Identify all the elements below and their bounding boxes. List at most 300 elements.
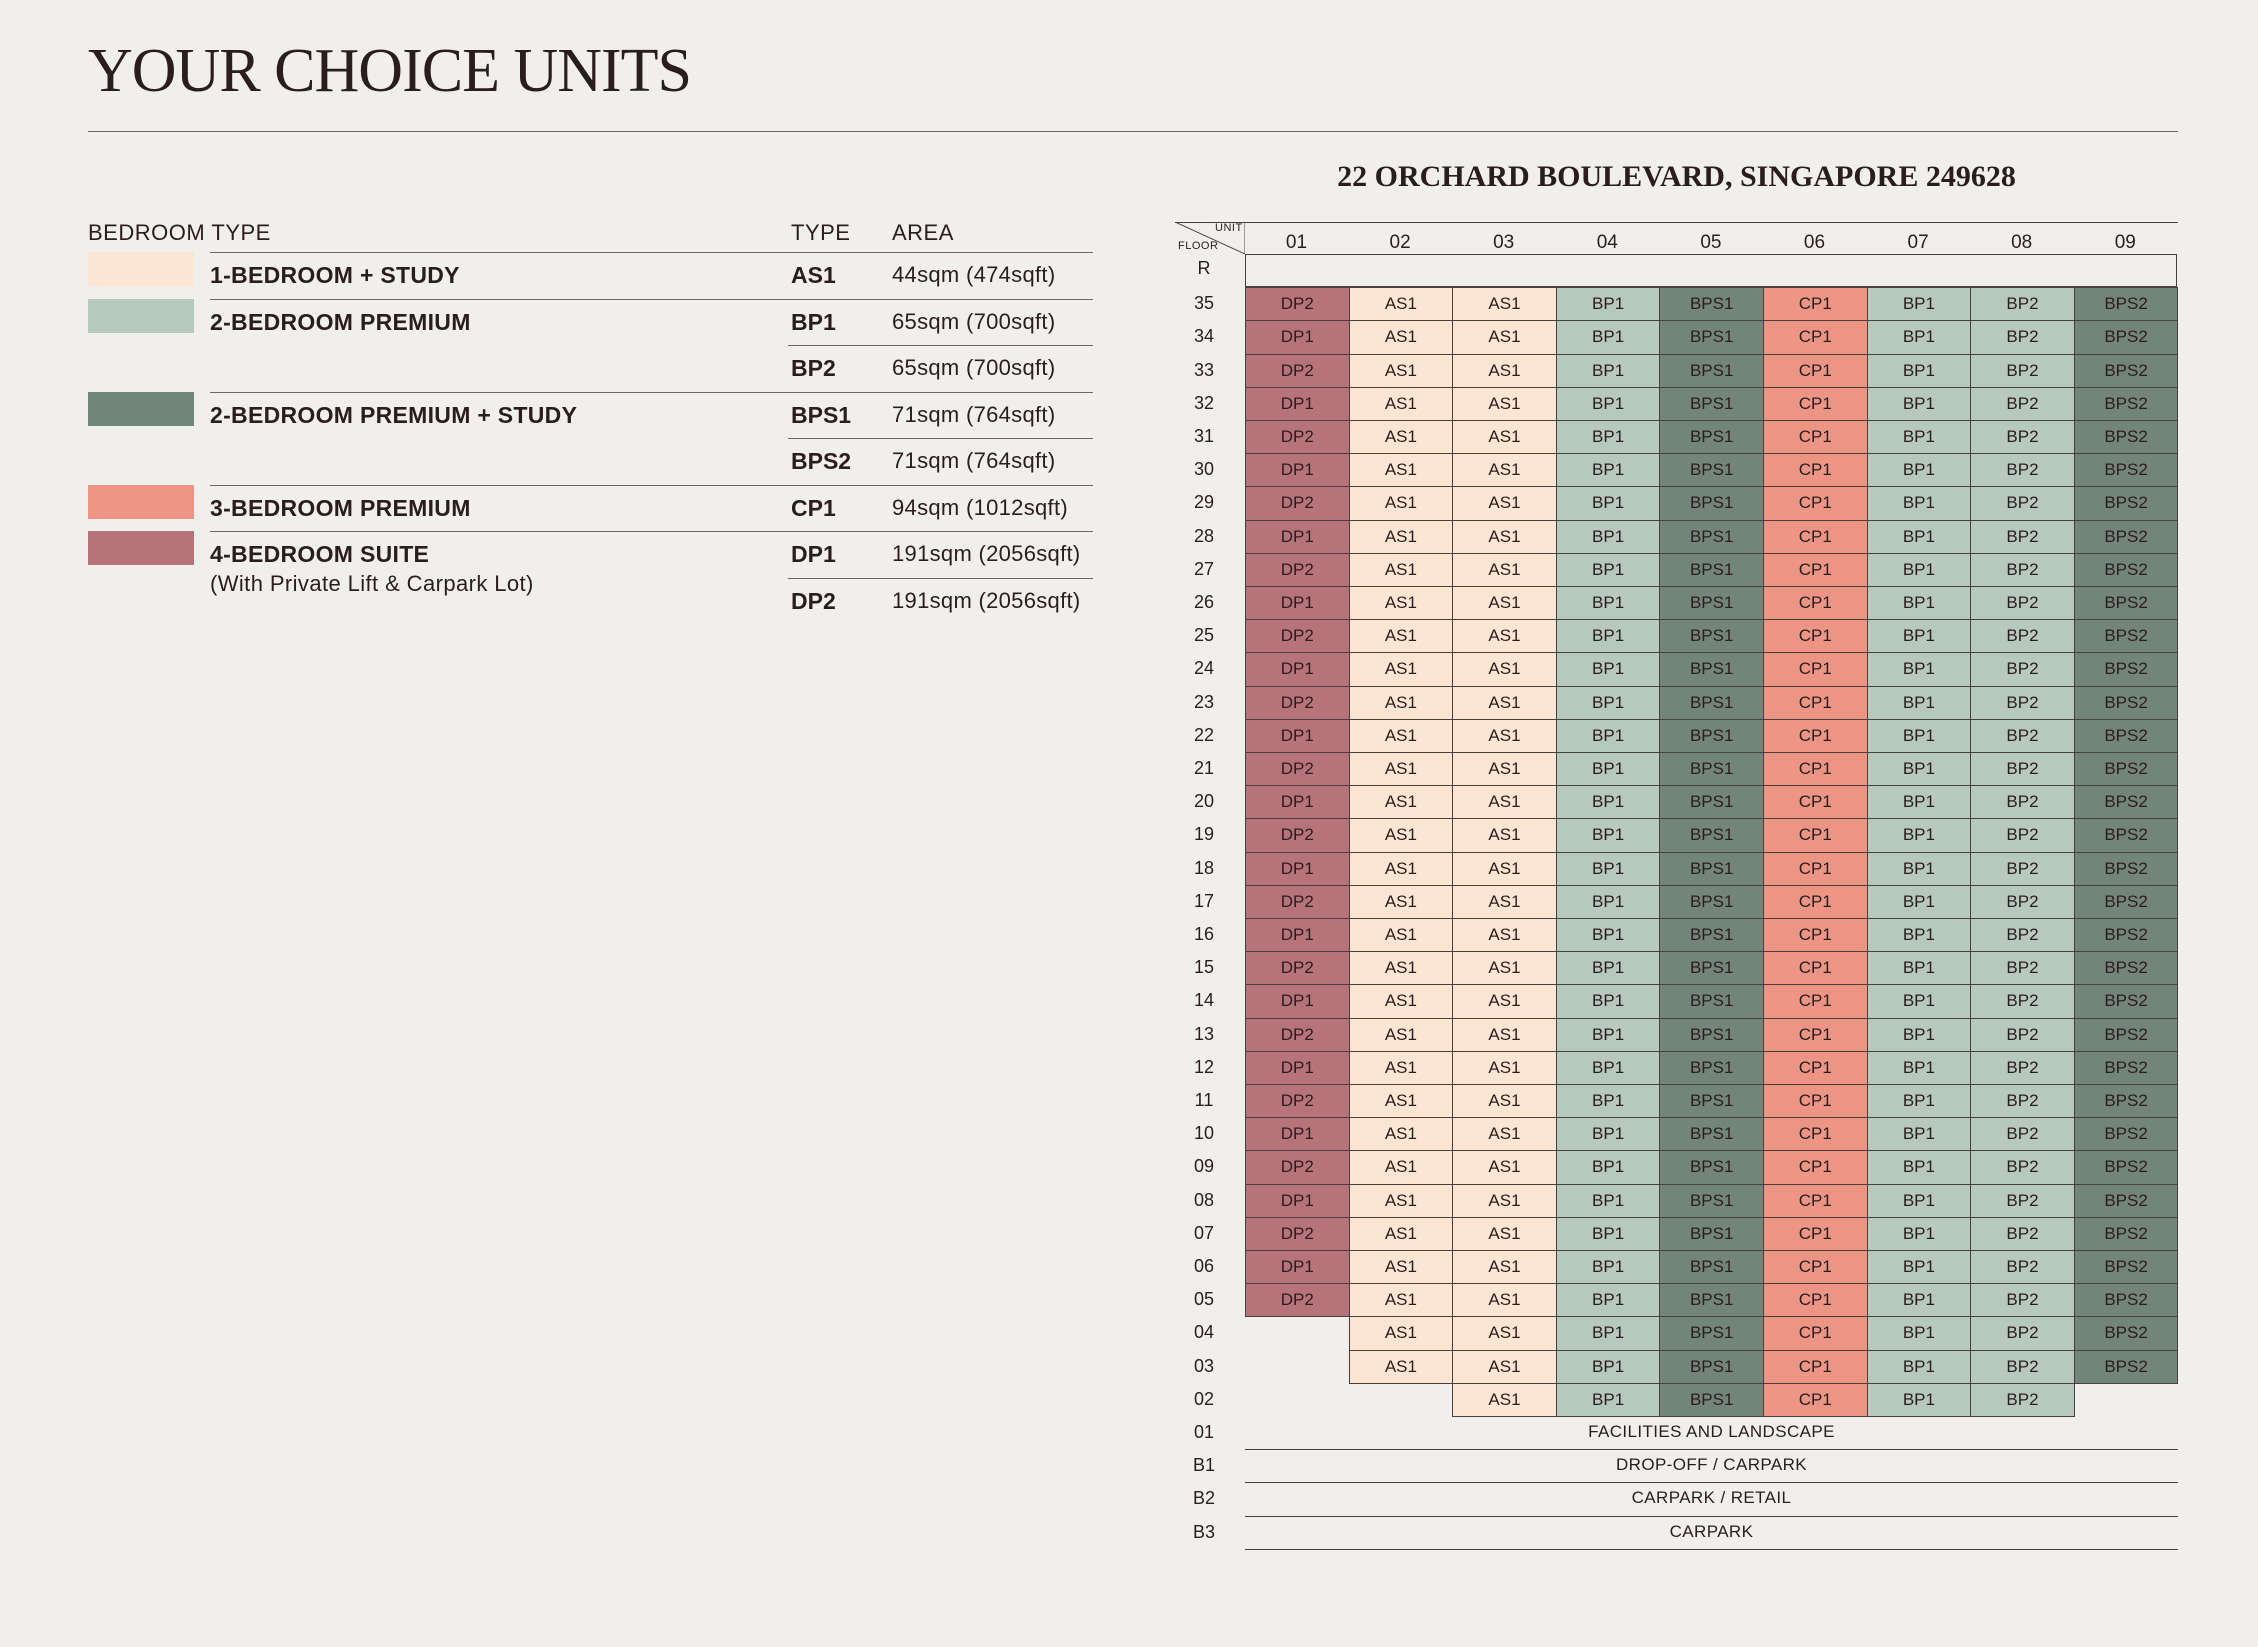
unit-cell: AS1 (1452, 354, 1557, 388)
unit-cell: CP1 (1763, 1250, 1868, 1284)
unit-cell: BP1 (1867, 1117, 1972, 1151)
unit-cell: BPS1 (1659, 586, 1764, 620)
unit-cell: AS1 (1452, 1150, 1557, 1184)
legend-bedroom-note: (With Private Lift & Carpark Lot) (210, 571, 534, 596)
unit-cell: AS1 (1349, 752, 1454, 786)
unit-cell: AS1 (1452, 951, 1557, 985)
unit-cell: BP2 (1970, 951, 2075, 985)
floor-label: 13 (1193, 1023, 1215, 1044)
floor-label: 19 (1193, 824, 1215, 845)
floor-label: B1 (1192, 1455, 1216, 1476)
unit-cell: BP2 (1970, 686, 2075, 720)
legend-type-code: BP1 (791, 308, 836, 335)
unit-cell: BPS1 (1659, 719, 1764, 753)
unit-cell: CP1 (1763, 520, 1868, 554)
floor-label: 02 (1193, 1388, 1215, 1409)
unit-cell: BP1 (1867, 387, 1972, 421)
unit-cell: BPS1 (1659, 387, 1764, 421)
unit-stacking-grid (1175, 222, 2178, 1552)
unit-cell: CP1 (1763, 1018, 1868, 1052)
legend-row-divider (210, 299, 1093, 300)
unit-cell: BP1 (1867, 918, 1972, 952)
unit-cell: AS1 (1349, 918, 1454, 952)
unit-cell: BP1 (1556, 1117, 1661, 1151)
unit-cell: BPS1 (1659, 785, 1764, 819)
legend-area-value: 191sqm (2056sqft) (892, 541, 1081, 566)
unit-cell: AS1 (1349, 719, 1454, 753)
unit-cell: BPS2 (2074, 1350, 2179, 1384)
unit-cell: BPS2 (2074, 320, 2179, 354)
unit-cell: DP2 (1245, 1018, 1350, 1052)
unit-column-header: 03 (1493, 232, 1515, 253)
unit-cell: BP1 (1556, 1350, 1661, 1384)
unit-cell: AS1 (1349, 1084, 1454, 1118)
unit-cell: BPS2 (2074, 453, 2179, 487)
unit-cell: BP2 (1970, 1250, 2075, 1284)
unit-cell: BPS2 (2074, 1283, 2179, 1317)
unit-cell: CP1 (1763, 486, 1868, 520)
floor-label: 30 (1193, 459, 1215, 480)
unit-cell: BP1 (1867, 586, 1972, 620)
floor-label: 33 (1193, 359, 1215, 380)
unit-cell: BP1 (1556, 420, 1661, 454)
floor-label: 11 (1194, 1090, 1214, 1110)
unit-cell: BP1 (1556, 752, 1661, 786)
legend-row-divider (210, 485, 1093, 486)
unit-cell: BP1 (1867, 1217, 1972, 1251)
unit-cell: AS1 (1349, 553, 1454, 587)
unit-cell: AS1 (1452, 852, 1557, 886)
unit-cell: BP1 (1556, 686, 1661, 720)
floor-label: 07 (1193, 1222, 1215, 1243)
floor-label: 16 (1193, 924, 1215, 944)
unit-cell: BP1 (1867, 818, 1972, 852)
lower-level-rule (1245, 1449, 2178, 1450)
unit-cell: BP2 (1970, 984, 2075, 1018)
legend-color-swatch (88, 392, 194, 426)
unit-cell: BP1 (1867, 553, 1972, 587)
unit-cell: CP1 (1763, 1350, 1868, 1384)
legend-bedroom-name: 2-BEDROOM PREMIUM (210, 308, 471, 335)
unit-cell: BP1 (1867, 984, 1972, 1018)
unit-cell: BP2 (1970, 1150, 2075, 1184)
legend-type-code: AS1 (791, 262, 836, 288)
unit-cell: BPS2 (2074, 686, 2179, 720)
unit-cell: BPS1 (1659, 951, 1764, 985)
unit-cell: AS1 (1349, 686, 1454, 720)
legend-area-value: 71sqm (764sqft) (892, 448, 1056, 473)
legend-row (88, 438, 1093, 485)
unit-cell: BP1 (1867, 354, 1972, 388)
unit-cell: BP2 (1970, 354, 2075, 388)
unit-cell: BPS2 (2074, 951, 2179, 985)
unit-cell: CP1 (1763, 686, 1868, 720)
legend-header-bedroom-type: BEDROOM TYPE (88, 220, 271, 245)
unit-cell: BP1 (1867, 320, 1972, 354)
unit-cell: BPS2 (2074, 1316, 2179, 1350)
legend-area-value: 71sqm (764sqft) (892, 401, 1056, 427)
unit-cell: BP1 (1556, 652, 1661, 686)
unit-cell: DP1 (1245, 453, 1350, 487)
unit-cell: CP1 (1763, 420, 1868, 454)
unit-cell: AS1 (1349, 1117, 1454, 1151)
unit-cell: CP1 (1763, 885, 1868, 919)
unit-cell: BP1 (1867, 520, 1972, 554)
unit-cell: CP1 (1763, 1383, 1868, 1417)
unit-cell: BP1 (1867, 486, 1972, 520)
unit-cell: BPS2 (2074, 354, 2179, 388)
unit-cell: BP1 (1556, 553, 1661, 587)
unit-cell: BP1 (1556, 719, 1661, 753)
unit-cell: AS1 (1452, 818, 1557, 852)
legend-type-code: BPS2 (791, 448, 852, 474)
legend-area-value: 44sqm (474sqft) (892, 262, 1056, 287)
unit-cell: BPS1 (1659, 818, 1764, 852)
roof-row (1245, 254, 2177, 287)
floor-label: 05 (1193, 1289, 1215, 1310)
grid-header-top-line (1175, 222, 2178, 223)
unit-cell: BP1 (1556, 1084, 1661, 1118)
unit-cell: BPS1 (1659, 686, 1764, 720)
unit-cell: BP2 (1970, 652, 2075, 686)
unit-cell: BP2 (1970, 287, 2075, 321)
unit-cell: DP2 (1245, 287, 1350, 321)
unit-cell: DP1 (1245, 1051, 1350, 1085)
unit-cell: BP2 (1970, 1316, 2075, 1350)
unit-cell: AS1 (1452, 1184, 1557, 1218)
unit-cell: AS1 (1452, 1051, 1557, 1085)
unit-cell: AS1 (1349, 453, 1454, 487)
unit-cell: DP2 (1245, 420, 1350, 454)
unit-cell: BPS2 (2074, 586, 2179, 620)
legend-bedroom-name: 2-BEDROOM PREMIUM + STUDY (210, 401, 578, 428)
unit-cell: AS1 (1349, 1316, 1454, 1350)
legend-type-code: CP1 (791, 494, 836, 521)
unit-cell: BP1 (1556, 1150, 1661, 1184)
unit-cell: BP1 (1867, 453, 1972, 487)
unit-cell: CP1 (1763, 1283, 1868, 1317)
unit-cell: BPS1 (1659, 852, 1764, 886)
unit-cell: BPS1 (1659, 1018, 1764, 1052)
unit-cell: AS1 (1349, 984, 1454, 1018)
unit-cell: BPS2 (2074, 553, 2179, 587)
unit-cell: BPS1 (1659, 320, 1764, 354)
unit-cell: BPS2 (2074, 852, 2179, 886)
unit-cell: BP1 (1867, 652, 1972, 686)
corner-floor-label: FLOOR (1178, 240, 1219, 252)
floor-label: 17 (1193, 890, 1215, 911)
unit-cell: AS1 (1452, 1316, 1557, 1350)
unit-column-header: 02 (1389, 232, 1411, 253)
floor-label: 29 (1193, 492, 1215, 513)
unit-cell: BPS1 (1659, 619, 1764, 653)
unit-cell: CP1 (1763, 1184, 1868, 1218)
unit-cell: BP2 (1970, 1117, 2075, 1151)
floor-label: 31 (1193, 426, 1215, 446)
unit-cell: BPS2 (2074, 785, 2179, 819)
legend-type-code: BPS1 (791, 401, 852, 428)
unit-cell: AS1 (1452, 420, 1557, 454)
unit-cell: BP1 (1867, 1018, 1972, 1052)
unit-cell: BP1 (1556, 818, 1661, 852)
unit-cell: BP1 (1867, 1184, 1972, 1218)
unit-cell: BP1 (1556, 951, 1661, 985)
legend-type-code: DP2 (791, 587, 836, 614)
unit-cell: BP2 (1970, 1383, 2075, 1417)
unit-cell: AS1 (1349, 387, 1454, 421)
unit-cell: CP1 (1763, 320, 1868, 354)
unit-column-header: 07 (1907, 232, 1929, 253)
unit-cell: BPS2 (2074, 1018, 2179, 1052)
unit-cell: AS1 (1452, 918, 1557, 952)
unit-cell: DP2 (1245, 1217, 1350, 1251)
unit-cell: BP1 (1556, 354, 1661, 388)
unit-cell: CP1 (1763, 984, 1868, 1018)
unit-cell: AS1 (1452, 586, 1557, 620)
unit-cell: BPS1 (1659, 553, 1764, 587)
legend-row (88, 345, 1093, 392)
unit-cell: DP2 (1245, 354, 1350, 388)
unit-cell: DP2 (1245, 1283, 1350, 1317)
unit-cell: CP1 (1763, 387, 1868, 421)
unit-cell: AS1 (1349, 885, 1454, 919)
unit-cell: DP1 (1245, 984, 1350, 1018)
unit-cell: BP1 (1867, 287, 1972, 321)
unit-cell: BP2 (1970, 619, 2075, 653)
unit-cell: BP1 (1556, 785, 1661, 819)
unit-cell: DP2 (1245, 752, 1350, 786)
unit-cell: BP1 (1867, 1350, 1972, 1384)
legend-bedroom-name: 3-BEDROOM PREMIUM (210, 494, 471, 521)
unit-cell: BPS1 (1659, 1051, 1764, 1085)
unit-cell: BPS1 (1659, 486, 1764, 520)
unit-cell: BP1 (1556, 586, 1661, 620)
unit-cell: BP2 (1970, 1350, 2075, 1384)
unit-cell: BPS1 (1659, 1084, 1764, 1118)
unit-cell: BPS1 (1659, 1217, 1764, 1251)
unit-cell: BPS2 (2074, 619, 2179, 653)
legend-row (88, 578, 1093, 625)
unit-cell: BP1 (1867, 852, 1972, 886)
unit-column-header: 08 (2011, 232, 2033, 253)
unit-cell: AS1 (1349, 1150, 1454, 1184)
unit-cell: BP1 (1556, 1184, 1661, 1218)
unit-cell: BP1 (1867, 1316, 1972, 1350)
unit-cell: BP2 (1970, 586, 2075, 620)
unit-cell: BP2 (1970, 785, 2075, 819)
unit-cell: AS1 (1452, 553, 1557, 587)
unit-cell: AS1 (1349, 520, 1454, 554)
unit-cell: AS1 (1349, 320, 1454, 354)
unit-cell: BP1 (1867, 752, 1972, 786)
unit-cell: AS1 (1349, 1217, 1454, 1251)
unit-cell: AS1 (1349, 619, 1454, 653)
unit-cell: CP1 (1763, 752, 1868, 786)
unit-cell: BPS2 (2074, 1184, 2179, 1218)
unit-cell: AS1 (1349, 354, 1454, 388)
unit-cell: AS1 (1349, 420, 1454, 454)
unit-cell: BPS1 (1659, 453, 1764, 487)
unit-cell: BPS1 (1659, 1350, 1764, 1384)
unit-cell: AS1 (1452, 752, 1557, 786)
unit-cell: CP1 (1763, 1084, 1868, 1118)
unit-cell: AS1 (1452, 686, 1557, 720)
legend-row-divider (788, 438, 1093, 439)
unit-cell: BPS1 (1659, 918, 1764, 952)
unit-cell: BP2 (1970, 553, 2075, 587)
unit-cell: BPS2 (2074, 1217, 2179, 1251)
unit-cell: AS1 (1452, 652, 1557, 686)
unit-cell: BP1 (1556, 1283, 1661, 1317)
unit-cell: AS1 (1452, 1350, 1557, 1384)
floor-label: 27 (1193, 558, 1215, 579)
floor-label: 32 (1193, 392, 1215, 413)
unit-cell: AS1 (1452, 719, 1557, 753)
legend-row (88, 531, 1093, 596)
unit-cell: AS1 (1349, 852, 1454, 886)
unit-cell: CP1 (1763, 1150, 1868, 1184)
unit-cell: BPS2 (2074, 984, 2179, 1018)
unit-cell: BPS2 (2074, 287, 2179, 321)
floor-label: 26 (1193, 592, 1215, 612)
unit-cell: DP1 (1245, 918, 1350, 952)
unit-cell: BPS2 (2074, 1150, 2179, 1184)
floor-label: 08 (1193, 1189, 1215, 1210)
unit-cell: CP1 (1763, 586, 1868, 620)
lower-level-label: FACILITIES AND LANDSCAPE (1588, 1422, 1835, 1441)
unit-cell: CP1 (1763, 354, 1868, 388)
unit-cell: BP1 (1556, 486, 1661, 520)
unit-cell: DP1 (1245, 852, 1350, 886)
unit-cell: BP1 (1867, 1383, 1972, 1417)
unit-cell: AS1 (1452, 1383, 1557, 1417)
legend-row (88, 299, 1093, 346)
unit-cell: AS1 (1452, 619, 1557, 653)
unit-cell: BPS1 (1659, 1150, 1764, 1184)
unit-cell: BP2 (1970, 320, 2075, 354)
unit-cell: DP2 (1245, 951, 1350, 985)
unit-cell: BP2 (1970, 719, 2075, 753)
legend-type-code: DP1 (791, 541, 836, 567)
floor-label: 01 (1193, 1422, 1215, 1442)
unit-cell: BP2 (1970, 1018, 2075, 1052)
unit-cell: AS1 (1349, 652, 1454, 686)
unit-cell: BP1 (1556, 320, 1661, 354)
unit-cell: BP1 (1867, 1250, 1972, 1284)
floor-label: B2 (1192, 1488, 1216, 1509)
unit-cell: BP2 (1970, 1051, 2075, 1085)
floor-label: 06 (1193, 1256, 1215, 1276)
unit-cell: BP2 (1970, 885, 2075, 919)
unit-cell: BP1 (1556, 1018, 1661, 1052)
floor-label: 25 (1193, 625, 1215, 646)
floor-label: 28 (1193, 525, 1215, 546)
unit-cell: CP1 (1763, 1051, 1868, 1085)
unit-cell: AS1 (1452, 453, 1557, 487)
unit-cell: BPS2 (2074, 1084, 2179, 1118)
unit-cell: AS1 (1452, 1283, 1557, 1317)
legend-header-type: TYPE (791, 220, 851, 245)
unit-cell: BP1 (1556, 619, 1661, 653)
unit-cell: BPS1 (1659, 420, 1764, 454)
unit-cell: BP1 (1556, 1250, 1661, 1284)
unit-cell: AS1 (1349, 1250, 1454, 1284)
unit-cell: DP1 (1245, 785, 1350, 819)
unit-cell: BP1 (1556, 852, 1661, 886)
floor-label: 12 (1193, 1056, 1215, 1077)
legend-rows (88, 252, 1093, 624)
unit-cell: BP1 (1556, 918, 1661, 952)
unit-cell: AS1 (1452, 486, 1557, 520)
unit-cell: CP1 (1763, 785, 1868, 819)
legend-area-value: 94sqm (1012sqft) (892, 494, 1068, 520)
unit-cell: BPS2 (2074, 520, 2179, 554)
unit-cell: BPS2 (2074, 885, 2179, 919)
legend-color-swatch (88, 531, 194, 565)
legend-area-value: 65sqm (700sqft) (892, 308, 1056, 334)
unit-cell: BPS2 (2074, 486, 2179, 520)
lower-level-label: CARPARK (1669, 1521, 1754, 1541)
unit-cell: BP1 (1867, 719, 1972, 753)
unit-cell: BPS2 (2074, 1051, 2179, 1085)
floor-label: 23 (1193, 691, 1215, 712)
unit-cell: BP1 (1556, 520, 1661, 554)
unit-cell: DP2 (1245, 885, 1350, 919)
unit-cell: BP1 (1867, 686, 1972, 720)
unit-cell: BP2 (1970, 453, 2075, 487)
unit-cell: BP2 (1970, 520, 2075, 554)
unit-cell: AS1 (1349, 1018, 1454, 1052)
unit-cell: BP2 (1970, 1283, 2075, 1317)
legend-row-divider (210, 531, 1093, 532)
floor-label: 24 (1193, 658, 1215, 679)
unit-cell: BP1 (1556, 1051, 1661, 1085)
unit-cell: BP2 (1970, 486, 2075, 520)
unit-cell: CP1 (1763, 553, 1868, 587)
unit-cell: DP1 (1245, 1117, 1350, 1151)
unit-cell: BPS2 (2074, 387, 2179, 421)
unit-cell: DP1 (1245, 719, 1350, 753)
legend-row (88, 252, 1093, 299)
floor-label: 10 (1193, 1123, 1215, 1144)
legend-bedroom-name: 4-BEDROOM SUITE (210, 541, 430, 567)
unit-cell: CP1 (1763, 852, 1868, 886)
lower-level-rule (1245, 1482, 2178, 1483)
unit-cell: BPS1 (1659, 652, 1764, 686)
unit-cell: BP2 (1970, 420, 2075, 454)
unit-cell: BPS1 (1659, 1184, 1764, 1218)
unit-cell: BPS2 (2074, 918, 2179, 952)
unit-cell: DP1 (1245, 586, 1350, 620)
unit-cell: BP2 (1970, 818, 2075, 852)
unit-cell: CP1 (1763, 918, 1868, 952)
unit-cell: BPS1 (1659, 1283, 1764, 1317)
unit-cell: BP1 (1867, 951, 1972, 985)
floor-label: 18 (1193, 857, 1215, 878)
unit-cell: BP1 (1867, 619, 1972, 653)
unit-cell: DP1 (1245, 652, 1350, 686)
legend-color-swatch (88, 252, 194, 286)
unit-cell: AS1 (1452, 320, 1557, 354)
unit-cell: AS1 (1452, 984, 1557, 1018)
unit-cell: AS1 (1349, 586, 1454, 620)
lower-level-label: CARPARK / RETAIL (1631, 1488, 1792, 1508)
unit-cell: BPS1 (1659, 1383, 1764, 1417)
unit-column-header: 05 (1700, 232, 1722, 253)
floor-label: 14 (1193, 990, 1215, 1011)
unit-cell: BP1 (1867, 1051, 1972, 1085)
unit-cell: BPS2 (2074, 818, 2179, 852)
